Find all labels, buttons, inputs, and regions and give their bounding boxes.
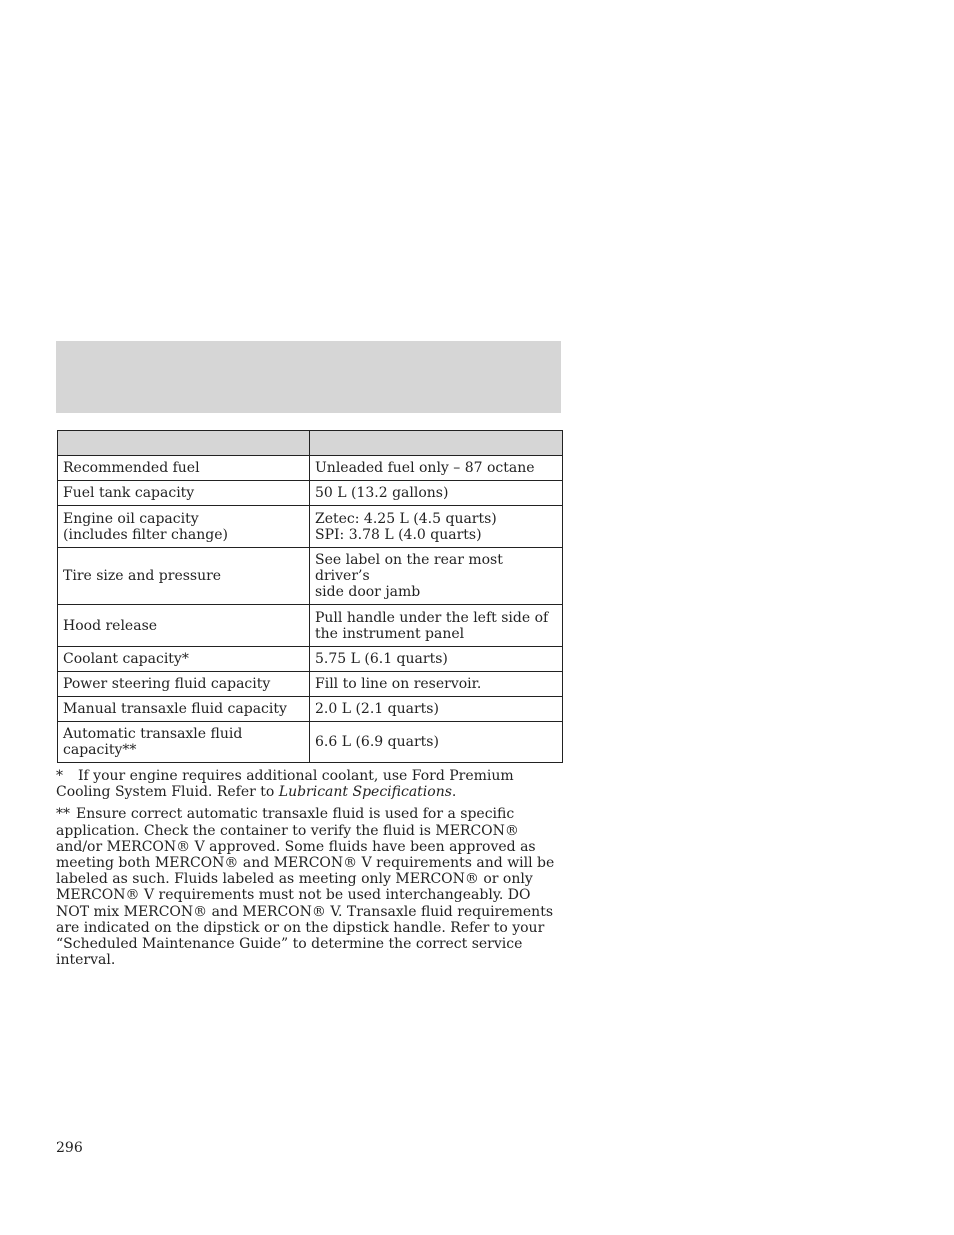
spec-value: 6.6 L (6.9 quarts) [310, 722, 563, 763]
spec-label: Manual transaxle fluid capacity [58, 697, 310, 722]
spec-value: Zetec: 4.25 L (4.5 quarts) SPI: 3.78 L (4.0 quarts) [310, 506, 563, 548]
table-header-cell [310, 431, 563, 456]
footnote-reference: Lubricant Specifications [278, 784, 452, 801]
spec-value: 50 L (13.2 gallons) [310, 481, 563, 506]
spec-label: Fuel tank capacity [58, 481, 310, 506]
footnote-text: If your engine requires additional coolant, use Ford Premium Cooling System Fluid. Refer to [56, 768, 514, 801]
footnote-text: Ensure correct automatic transaxle fluid is used for a specific application. Check the container to verify the fluid is MERCON® and/or MERCON® V approved. Some fluids have been approved as meeting both MERCON® and MERCON® V requirements and will be labeled as such. Fluids labeled as meeting only MERCON® or only MERCON® V requirements must not be used interchangeably. DO NOT mix MERCON® and MERCON® V. Transaxle fluid requirements are indicated on the dipstick or on the dipstick handle. Refer to your “Scheduled Maintenance Guide” to determine the correct service interval. [56, 806, 555, 969]
spec-label: Recommended fuel [58, 456, 310, 481]
section-header-band [56, 341, 561, 413]
table-row [58, 722, 563, 763]
footnote-coolant [56, 768, 564, 800]
spec-label: Tire size and pressure [58, 548, 310, 605]
spec-value: Unleaded fuel only – 87 octane [310, 456, 563, 481]
table-row [58, 548, 563, 605]
footnote-mark: ** [56, 806, 70, 823]
spec-value: See label on the rear most driver’s side door jamb [310, 548, 563, 605]
spec-label: Power steering fluid capacity [58, 672, 310, 697]
footnote-mark: * [56, 768, 63, 784]
spec-label: Automatic transaxle fluid capacity** [58, 722, 310, 763]
table-header-row [58, 431, 563, 456]
spec-value: Pull handle under the left side of the instrument panel [310, 605, 563, 647]
table-row [58, 605, 563, 647]
spec-value: 5.75 L (6.1 quarts) [310, 647, 563, 672]
table-row [58, 481, 563, 506]
table-row [58, 697, 563, 722]
spec-value: Fill to line on reservoir. [310, 672, 563, 697]
table-row [58, 672, 563, 697]
spec-value: 2.0 L (2.1 quarts) [310, 697, 563, 722]
footnote-end: . [451, 784, 457, 801]
table-row [58, 647, 563, 672]
table-row [58, 456, 563, 481]
table-row [58, 506, 563, 548]
footnote-transaxle [56, 806, 564, 968]
spec-label: Hood release [58, 605, 310, 647]
specifications-table [57, 430, 563, 763]
spec-label: Engine oil capacity (includes filter change) [58, 506, 310, 548]
spec-label: Coolant capacity* [58, 647, 310, 672]
footnotes [56, 768, 564, 974]
page-number: 296 [56, 1140, 83, 1156]
table-header-cell [58, 431, 310, 456]
